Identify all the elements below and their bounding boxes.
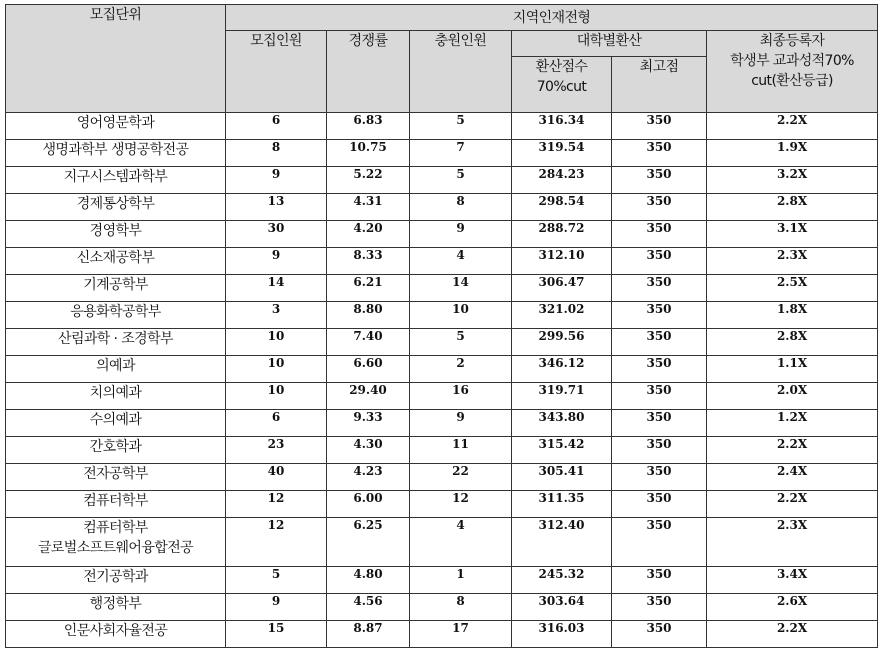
grade-cut-cell: 2.2X <box>707 113 878 140</box>
header-score-cut-line-1: 환산점수 <box>535 59 588 75</box>
dept-name-line: 간호학과 <box>89 439 142 455</box>
grade-cut-cell: 3.2X <box>707 167 878 194</box>
dept-name-line: 경영학부 <box>89 223 142 239</box>
quota-cell: 10 <box>226 329 327 356</box>
grade-cut-cell: 2.5X <box>707 275 878 302</box>
grade-cut-cell: 2.8X <box>707 329 878 356</box>
table-row <box>6 383 878 410</box>
header-final-line-2: 학생부 교과성적70% <box>730 53 854 69</box>
competition-rate-cell: 7.40 <box>327 329 410 356</box>
max-score-cell: 350 <box>612 248 707 275</box>
score-cut-cell: 315.42 <box>512 437 612 464</box>
dept-name-cell <box>6 302 226 329</box>
additional-cell: 2 <box>410 356 512 383</box>
max-score-cell: 350 <box>612 302 707 329</box>
competition-rate-cell: 4.23 <box>327 464 410 491</box>
dept-name-line: 글로벌소프트웨어융합전공 <box>37 540 194 556</box>
score-cut-cell: 311.35 <box>512 491 612 518</box>
dept-name-cell <box>6 567 226 594</box>
header-conversion: 대학별환산 <box>512 31 707 57</box>
dept-name-line: 전기공학과 <box>83 569 148 585</box>
dept-name-cell <box>6 437 226 464</box>
header-final-line-1: 최종등록자 <box>759 33 825 49</box>
additional-cell: 11 <box>410 437 512 464</box>
competition-rate-cell: 5.22 <box>327 167 410 194</box>
quota-cell: 8 <box>226 140 327 167</box>
header-max-score: 최고점 <box>612 57 707 113</box>
score-cut-cell: 319.54 <box>512 140 612 167</box>
grade-cut-cell: 1.1X <box>707 356 878 383</box>
quota-cell: 9 <box>226 167 327 194</box>
grade-cut-cell: 1.9X <box>707 140 878 167</box>
quota-cell: 9 <box>226 248 327 275</box>
competition-rate-cell: 8.33 <box>327 248 410 275</box>
dept-name-cell <box>6 464 226 491</box>
score-cut-cell: 343.80 <box>512 410 612 437</box>
header-additional: 충원인원 <box>410 31 512 113</box>
table-row <box>6 329 878 356</box>
score-cut-cell: 284.23 <box>512 167 612 194</box>
additional-cell: 17 <box>410 621 512 648</box>
competition-rate-cell: 8.80 <box>327 302 410 329</box>
table-row <box>6 491 878 518</box>
quota-cell: 10 <box>226 383 327 410</box>
dept-name-line: 컴퓨터학부 <box>83 520 148 536</box>
grade-cut-cell: 1.2X <box>707 410 878 437</box>
max-score-cell: 350 <box>612 275 707 302</box>
score-cut-cell: 303.64 <box>512 594 612 621</box>
dept-name-cell <box>6 518 226 567</box>
max-score-cell: 350 <box>612 567 707 594</box>
additional-cell: 22 <box>410 464 512 491</box>
max-score-cell: 350 <box>612 194 707 221</box>
additional-cell: 4 <box>410 248 512 275</box>
additional-cell: 16 <box>410 383 512 410</box>
table-row <box>6 221 878 248</box>
dept-name-cell <box>6 113 226 140</box>
quota-cell: 10 <box>226 356 327 383</box>
dept-name-cell <box>6 275 226 302</box>
quota-cell: 30 <box>226 221 327 248</box>
dept-name-cell <box>6 621 226 648</box>
additional-cell: 4 <box>410 518 512 567</box>
quota-cell: 9 <box>226 594 327 621</box>
additional-cell: 5 <box>410 329 512 356</box>
table-row <box>6 567 878 594</box>
dept-name-line: 산림과학 · 조경학부 <box>58 331 173 347</box>
additional-cell: 14 <box>410 275 512 302</box>
grade-cut-cell: 2.3X <box>707 248 878 275</box>
competition-rate-cell: 4.20 <box>327 221 410 248</box>
table-body <box>6 113 878 648</box>
score-cut-cell: 245.32 <box>512 567 612 594</box>
grade-cut-cell: 2.3X <box>707 518 878 567</box>
competition-rate-cell: 29.40 <box>327 383 410 410</box>
additional-cell: 12 <box>410 491 512 518</box>
max-score-cell: 350 <box>612 356 707 383</box>
dept-name-cell <box>6 491 226 518</box>
dept-name-cell <box>6 410 226 437</box>
quota-cell: 6 <box>226 410 327 437</box>
quota-cell: 12 <box>226 491 327 518</box>
dept-name-cell <box>6 140 226 167</box>
max-score-cell: 350 <box>612 491 707 518</box>
additional-cell: 5 <box>410 113 512 140</box>
header-quota: 모집인원 <box>226 31 327 113</box>
competition-rate-cell: 6.21 <box>327 275 410 302</box>
additional-cell: 8 <box>410 594 512 621</box>
score-cut-cell: 312.40 <box>512 518 612 567</box>
grade-cut-cell: 2.8X <box>707 194 878 221</box>
header-score-cut <box>512 57 612 113</box>
additional-cell: 10 <box>410 302 512 329</box>
table-row <box>6 302 878 329</box>
grade-cut-cell: 2.0X <box>707 383 878 410</box>
admission-results-table <box>5 4 878 648</box>
header-final-registrant <box>707 31 878 113</box>
score-cut-cell: 306.47 <box>512 275 612 302</box>
competition-rate-cell: 4.56 <box>327 594 410 621</box>
max-score-cell: 350 <box>612 410 707 437</box>
score-cut-cell: 312.10 <box>512 248 612 275</box>
dept-name-line: 경제통상학부 <box>76 196 155 212</box>
max-score-cell: 350 <box>612 464 707 491</box>
competition-rate-cell: 8.87 <box>327 621 410 648</box>
additional-cell: 8 <box>410 194 512 221</box>
dept-name-cell <box>6 167 226 194</box>
competition-rate-cell: 4.30 <box>327 437 410 464</box>
max-score-cell: 350 <box>612 113 707 140</box>
quota-cell: 6 <box>226 113 327 140</box>
quota-cell: 15 <box>226 621 327 648</box>
grade-cut-cell: 1.8X <box>707 302 878 329</box>
header-score-cut-line-2: 70%cut <box>536 79 587 95</box>
max-score-cell: 350 <box>612 437 707 464</box>
dept-name-line: 생명과학부 생명공학전공 <box>42 142 189 158</box>
header-regional-track: 지역인재전형 <box>226 5 878 31</box>
additional-cell: 7 <box>410 140 512 167</box>
dept-name-cell <box>6 356 226 383</box>
score-cut-cell: 298.54 <box>512 194 612 221</box>
grade-cut-cell: 3.4X <box>707 567 878 594</box>
competition-rate-cell: 6.83 <box>327 113 410 140</box>
max-score-cell: 350 <box>612 329 707 356</box>
quota-cell: 5 <box>226 567 327 594</box>
dept-name-line: 영어영문학과 <box>76 115 155 131</box>
table-row <box>6 194 878 221</box>
score-cut-cell: 316.03 <box>512 621 612 648</box>
table-row <box>6 113 878 140</box>
max-score-cell: 350 <box>612 594 707 621</box>
score-cut-cell: 346.12 <box>512 356 612 383</box>
dept-name-line: 치의예과 <box>89 385 142 401</box>
additional-cell: 1 <box>410 567 512 594</box>
score-cut-cell: 299.56 <box>512 329 612 356</box>
dept-name-line: 응용화학공학부 <box>70 304 161 320</box>
dept-name-cell <box>6 594 226 621</box>
max-score-cell: 350 <box>612 383 707 410</box>
dept-name-cell <box>6 383 226 410</box>
dept-name-line: 인문사회자율전공 <box>63 623 168 639</box>
additional-cell: 9 <box>410 410 512 437</box>
score-cut-cell: 316.34 <box>512 113 612 140</box>
table-row <box>6 437 878 464</box>
header-competition: 경쟁률 <box>327 31 410 113</box>
table-row <box>6 275 878 302</box>
dept-name-line: 행정학부 <box>89 596 142 612</box>
quota-cell: 23 <box>226 437 327 464</box>
score-cut-cell: 319.71 <box>512 383 612 410</box>
grade-cut-cell: 2.4X <box>707 464 878 491</box>
dept-name-line: 신소재공학부 <box>76 250 155 266</box>
table-row <box>6 140 878 167</box>
quota-cell: 40 <box>226 464 327 491</box>
dept-name-cell <box>6 194 226 221</box>
dept-name-cell <box>6 329 226 356</box>
quota-cell: 13 <box>226 194 327 221</box>
table-row <box>6 594 878 621</box>
competition-rate-cell: 10.75 <box>327 140 410 167</box>
competition-rate-cell: 6.25 <box>327 518 410 567</box>
grade-cut-cell: 3.1X <box>707 221 878 248</box>
table-row <box>6 248 878 275</box>
dept-name-line: 컴퓨터학부 <box>83 493 148 509</box>
table-row <box>6 167 878 194</box>
additional-cell: 5 <box>410 167 512 194</box>
grade-cut-cell: 2.6X <box>707 594 878 621</box>
dept-name-line: 지구시스템과학부 <box>63 169 168 185</box>
competition-rate-cell: 6.00 <box>327 491 410 518</box>
quota-cell: 14 <box>226 275 327 302</box>
competition-rate-cell: 9.33 <box>327 410 410 437</box>
score-cut-cell: 321.02 <box>512 302 612 329</box>
quota-cell: 12 <box>226 518 327 567</box>
max-score-cell: 350 <box>612 140 707 167</box>
score-cut-cell: 288.72 <box>512 221 612 248</box>
score-cut-cell: 305.41 <box>512 464 612 491</box>
max-score-cell: 350 <box>612 518 707 567</box>
dept-name-cell <box>6 221 226 248</box>
table-row <box>6 464 878 491</box>
max-score-cell: 350 <box>612 221 707 248</box>
table-row <box>6 356 878 383</box>
table-row <box>6 518 878 567</box>
competition-rate-cell: 4.80 <box>327 567 410 594</box>
quota-cell: 3 <box>226 302 327 329</box>
dept-name-line: 기계공학부 <box>83 277 148 293</box>
competition-rate-cell: 6.60 <box>327 356 410 383</box>
dept-name-line: 수의예과 <box>89 412 142 428</box>
header-final-line-3: cut(환산등급) <box>751 73 833 89</box>
grade-cut-cell: 2.2X <box>707 491 878 518</box>
table-row <box>6 621 878 648</box>
additional-cell: 9 <box>410 221 512 248</box>
max-score-cell: 350 <box>612 167 707 194</box>
dept-name-line: 의예과 <box>96 358 135 374</box>
grade-cut-cell: 2.2X <box>707 621 878 648</box>
grade-cut-cell: 2.2X <box>707 437 878 464</box>
max-score-cell: 350 <box>612 621 707 648</box>
dept-name-cell <box>6 248 226 275</box>
competition-rate-cell: 4.31 <box>327 194 410 221</box>
dept-name-line: 전자공학부 <box>83 466 148 482</box>
table-row <box>6 410 878 437</box>
header-unit: 모집단위 <box>6 5 226 113</box>
